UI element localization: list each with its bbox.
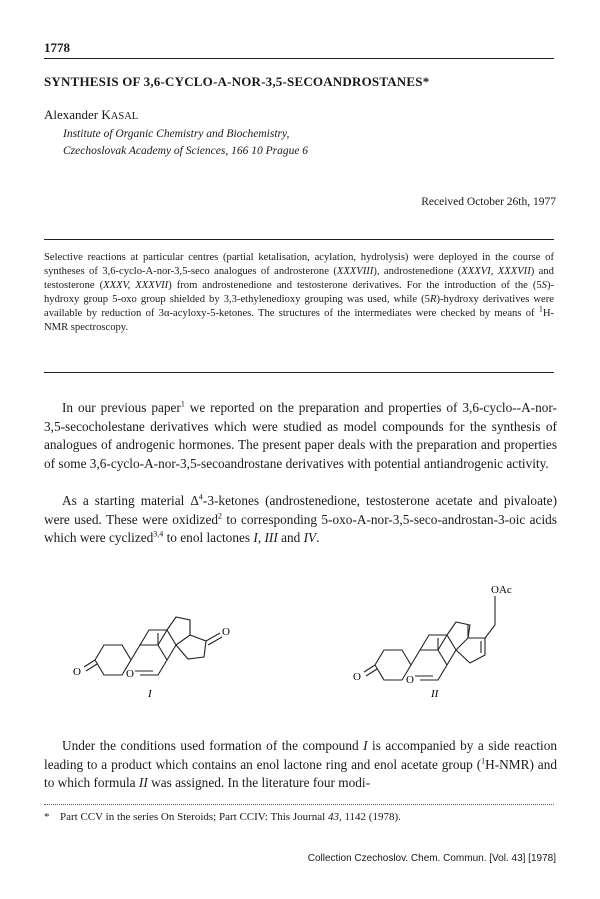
abstract-top-rule (44, 239, 554, 240)
footnote-marker: * (44, 811, 50, 823)
structure-I (84, 617, 222, 675)
body-paragraph-2: As a starting material $\Delta^4-3$-ketones (androstenedione, testosterone acetate and pivaloate) were used. These were oxidized$^2$ to corresponding 5-oxo-A-nor-3,5-seco-androstan-3-oic acids which were cyclized$^{3,4}$ to enol lactones I, III and IV. (44, 492, 557, 546)
author-name (44, 107, 138, 123)
footnote-rule (44, 804, 554, 805)
structure-II-label: II (431, 688, 439, 700)
structure-II-ring-oxygen: O (406, 674, 414, 686)
structure-II (364, 622, 495, 680)
header-rule (44, 58, 554, 59)
author-last-name: KASAL (101, 107, 139, 122)
body-paragraph-3: Under the conditions used formation of the compound I is accompanied by a side reaction leading to a product which contains an enol lactone ring and enol acetate group ($^1$H-NMR) and to which formula II was assigned. In the literature four modi- (44, 738, 557, 791)
paper-title: SYNTHESIS OF 3,6-CYCLO-A-NOR-3,5-SECOANDROSTANES* (44, 74, 430, 89)
affiliation-line-1: Institute of Organic Chemistry and Biochemistry, (63, 128, 290, 140)
author-first-name: Alexander (44, 107, 99, 122)
structure-I-ring-oxygen: O (126, 668, 134, 680)
journal-footer: Collection Czechoslov. Chem. Commun. [Vol. 43] [1978] (307, 853, 556, 864)
abstract: Selective reactions at particular centres (partial ketalisation, acylation, hydrolysis) were deployed in the course of syntheses of 3,6-cyclo-A-nor-3,5-seco analogues of androsterone (XXXVIII), androstenedione (XXXVI, XXXVII) and testosterone (XXXV, XXXVII) from androstenedione and testosterone derivatives. For the introduction of the (5S)-hydroxy group 5-oxo group shielded by 3,3-ethylenedioxy grouping was used, while (5R)-hydroxy derivatives were available by reduction of 3α-acyloxy-5-ketones. The structures of the intermediates were checked by means of $^1$H-NMR spectroscopy. (44, 252, 554, 333)
abstract-bottom-rule (44, 372, 554, 373)
structure-I-ketone-oxygen: O (222, 626, 230, 638)
structure-I-carbonyl-oxygen: O (73, 666, 81, 678)
footnote-text: Part CCV in the series On Steroids; Part CCIV: This Journal 43, 1142 (1978). (60, 811, 401, 823)
affiliation-line-2: Czechoslovak Academy of Sciences, 166 10 Prague 6 (63, 145, 309, 157)
page-number: 1778 (44, 40, 70, 55)
structure-II-acetate-label: OAc (491, 584, 512, 596)
received-date: Received October 26th, 1977 (421, 196, 556, 208)
structure-I-label: I (148, 688, 152, 700)
chemical-structures-figure (40, 575, 560, 705)
body-paragraph-1: In our previous paper$^1$ we reported on the preparation and properties of 3,6-cyclo--A-nor-3,5-secocholestane derivatives which were studied as model compounds for the synthesis of analogues of androgenic hormones. The present paper deals with the preparation and properties of some 3,6-cyclo-A-nor-3,5-secoandrostane derivatives with potential antiandrogenic activity. (44, 399, 557, 471)
structure-II-carbonyl-oxygen: O (353, 671, 361, 683)
